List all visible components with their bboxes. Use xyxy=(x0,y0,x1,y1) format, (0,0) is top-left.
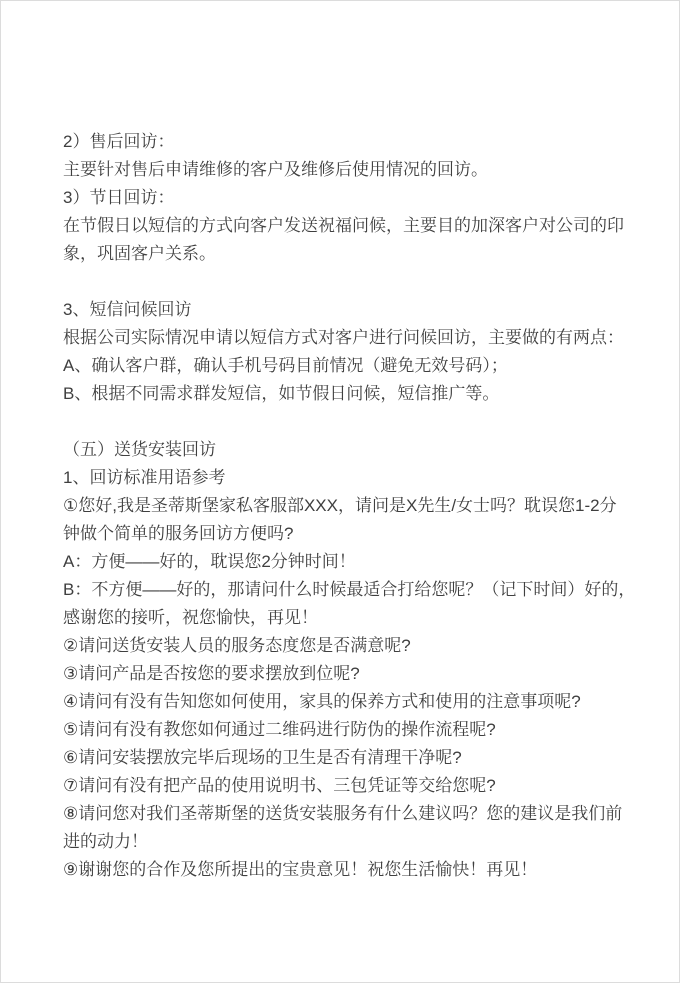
text-line: 3、短信问候回访 xyxy=(63,300,192,319)
text-line: 在节假日以短信的方式向客户发送祝福问候，主要目的加深客户对公司的印 xyxy=(63,216,624,235)
text-line: 3）节日回访： xyxy=(63,188,175,207)
text-line: A：方便——好的，耽误您2分钟时间！ xyxy=(63,552,356,571)
text-line: B、根据不同需求群发短信，如节假日问候，短信推广等。 xyxy=(63,384,500,403)
text-line: ⑧请问您对我们圣蒂斯堡的送货安装服务有什么建议吗？您的建议是我们前 xyxy=(63,804,623,823)
text-line: 2）售后回访： xyxy=(63,132,175,151)
text-line: （五）送货安装回访 xyxy=(63,440,216,459)
section-aftersales-festival-callback xyxy=(63,128,629,268)
document-body-text xyxy=(63,128,636,884)
text-line: ⑦请问有没有把产品的使用说明书、三包凭证等交给您呢? xyxy=(63,776,496,795)
text-line: B：不方便——好的，那请问什么时候最适合打给您呢？（记下时间）好的， xyxy=(63,580,636,599)
text-line: 根据公司实际情况申请以短信方式对客户进行问候回访，主要做的有两点： xyxy=(63,328,624,347)
text-line: ②请问送货安装人员的服务态度您是否满意呢? xyxy=(63,636,411,655)
text-line: ①您好,我是圣蒂斯堡家私客服部XXX，请问是X先生/女士吗？耽误您1-2分 xyxy=(63,496,617,515)
text-line: 感谢您的接听，祝您愉快，再见！ xyxy=(63,608,318,627)
text-line: ⑤请问有没有教您如何通过二维码进行防伪的操作流程呢? xyxy=(63,720,496,739)
text-line: 象，巩固客户关系。 xyxy=(63,244,216,263)
text-line: 1、回访标准用语参考 xyxy=(63,468,226,487)
section-delivery-install-callback xyxy=(63,436,636,884)
text-line: 主要针对售后申请维修的客户及维修后使用情况的回访。 xyxy=(63,160,488,179)
text-line: 钟做个简单的服务回访方便吗? xyxy=(63,524,294,543)
text-line: 进的动力！ xyxy=(63,832,148,851)
section-sms-greeting-callback xyxy=(63,296,629,408)
text-line: A、确认客户群，确认手机号码目前情况（避免无效号码）； xyxy=(63,356,508,375)
text-line: ③请问产品是否按您的要求摆放到位呢? xyxy=(63,664,360,683)
text-line: ⑨谢谢您的合作及您所提出的宝贵意见！祝您生活愉快！再见！ xyxy=(63,860,538,879)
text-line: ④请问有没有告知您如何使用，家具的保养方式和使用的注意事项呢? xyxy=(63,692,581,711)
text-line: ⑥请问安装摆放完毕后现场的卫生是否有清理干净呢? xyxy=(63,748,462,767)
